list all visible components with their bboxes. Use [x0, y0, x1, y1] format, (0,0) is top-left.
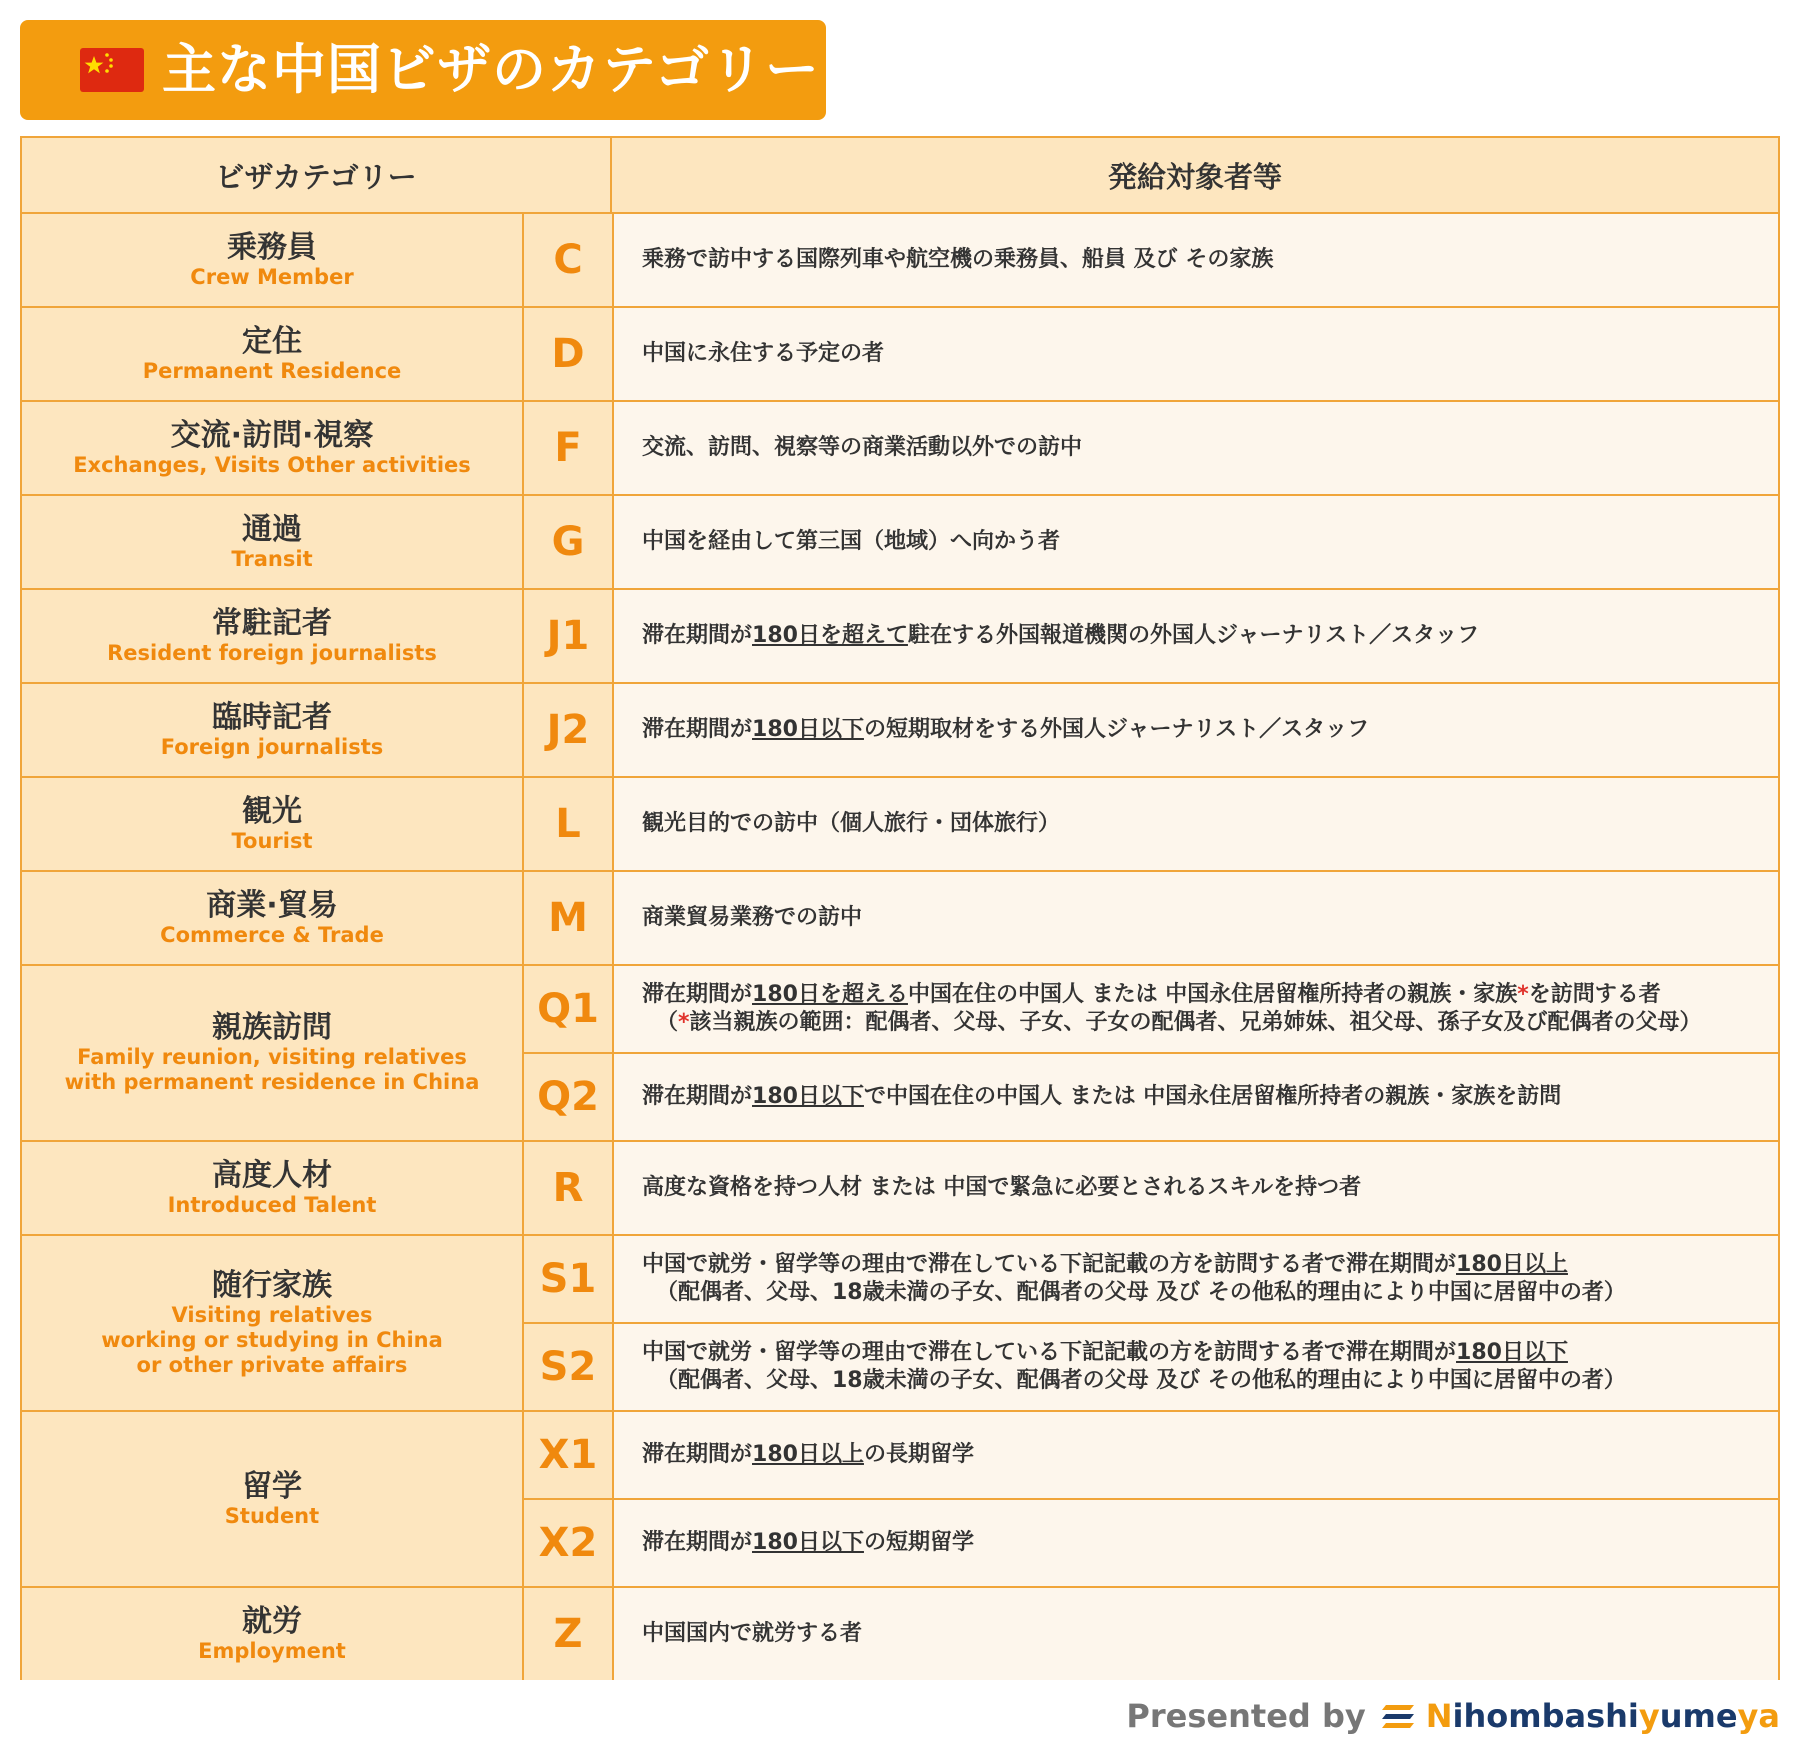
- category-cell: [22, 966, 522, 1140]
- eligibility-description: [614, 1412, 1778, 1498]
- description-text: を訪問する者: [1528, 982, 1661, 1007]
- category-name-ja: 親族訪問: [212, 1010, 332, 1045]
- header-eligible: 発給対象者等: [612, 138, 1778, 212]
- category-name-ja: 定住: [242, 323, 302, 359]
- description-text: 駐在する外国報道機関の外国人ジャーナリスト／スタッフ: [907, 623, 1480, 648]
- description-line: 中国国内で就労する者: [642, 1621, 863, 1646]
- description-text: 滞在期間が: [642, 623, 753, 648]
- category-name-ja: 就労: [242, 1603, 302, 1639]
- visa-code: Z: [524, 1588, 612, 1680]
- category-name-en: Crew Member: [190, 264, 354, 289]
- eligibility-description: [614, 966, 1778, 1052]
- description-note: [642, 1367, 1778, 1395]
- eligibility-description: [614, 778, 1778, 870]
- description-text: の短期留学: [863, 1530, 974, 1555]
- duration-highlight: 180日を超える: [752, 982, 908, 1007]
- duration-highlight: 180日以下: [752, 1530, 864, 1555]
- description-line: 観光目的での訪中（個人旅行・団体旅行）: [642, 811, 1061, 836]
- description-text: 中国在住の中国人 または 中国永住居留権所持者の親族・家族: [907, 982, 1518, 1007]
- eligibility-description: [614, 402, 1778, 494]
- category-cell: [22, 1412, 522, 1586]
- description-text: の長期留学: [863, 1442, 974, 1467]
- footer-credit: [1126, 1696, 1780, 1736]
- category-cell: [22, 402, 522, 494]
- eligibility-description: [614, 1142, 1778, 1234]
- description-line: [642, 622, 1778, 650]
- description-line: [642, 1083, 1778, 1111]
- category-name-ja: 通過: [242, 511, 302, 547]
- category-name-en: Commerce & Trade: [160, 922, 384, 947]
- visa-code: Q1: [524, 966, 612, 1052]
- visa-code: S1: [524, 1236, 612, 1322]
- visa-code: D: [524, 308, 612, 400]
- visa-code: J2: [524, 684, 612, 776]
- category-cell: [22, 872, 522, 964]
- visa-table: [20, 136, 1780, 1680]
- note-bracket: （: [656, 1010, 679, 1035]
- visa-code: C: [524, 214, 612, 306]
- eligibility-description: [614, 590, 1778, 682]
- description-line: 中国を経由して第三国（地域）へ向かう者: [642, 529, 1061, 554]
- category-name-ja: 商業·貿易: [206, 887, 338, 923]
- eligibility-description: [614, 1054, 1778, 1140]
- category-name-en: Foreign journalists: [160, 734, 384, 759]
- description-text: 滞在期間が: [642, 1084, 753, 1109]
- category-cell: [22, 1588, 522, 1680]
- description-line: 乗務で訪中する国際列車や航空機の乗務員、船員 及び その家族: [642, 247, 1274, 272]
- description-text: 滞在期間が: [642, 1530, 753, 1555]
- brand-logo-icon: [1380, 1701, 1416, 1731]
- description-line: [642, 1529, 1778, 1557]
- visa-code: R: [524, 1142, 612, 1234]
- description-line: [642, 1251, 1778, 1279]
- description-text: で中国在住の中国人 または 中国永住居留権所持者の親族・家族を訪問: [863, 1084, 1562, 1109]
- visa-code: J1: [524, 590, 612, 682]
- category-name-en: Introduced Talent: [167, 1192, 377, 1217]
- visa-code: M: [524, 872, 612, 964]
- description-note: [642, 1009, 1778, 1037]
- description-text: 滞在期間が: [642, 982, 753, 1007]
- category-name-ja: 乗務員: [227, 229, 317, 265]
- eligibility-description: [614, 684, 1778, 776]
- eligibility-description: [614, 872, 1778, 964]
- category-name-en: Employment: [198, 1638, 346, 1663]
- category-name-en: Exchanges, Visits Other activities: [73, 452, 471, 477]
- description-text: 中国で就労・留学等の理由で滞在している下記記載の方を訪問する者で滞在期間が: [642, 1252, 1457, 1277]
- description-line: 高度な資格を持つ人材 または 中国で緊急に必要とされるスキルを持つ者: [642, 1175, 1362, 1200]
- eligibility-description: [614, 1324, 1778, 1410]
- visa-code: F: [524, 402, 612, 494]
- description-text: 滞在期間が: [642, 1442, 753, 1467]
- eligibility-description: [614, 1588, 1778, 1680]
- duration-highlight: 180日以下: [1456, 1340, 1568, 1365]
- note-text: （配偶者、父母、18歳未満の子女、配偶者の父母 及び その他私的理由により中国に居留中の者）: [656, 1368, 1626, 1393]
- duration-highlight: 180日以下: [752, 717, 864, 742]
- page-title: 主な中国ビザのカテゴリー: [162, 38, 820, 101]
- category-name-ja: 留学: [242, 1468, 302, 1504]
- category-name-ja: 臨時記者: [212, 699, 332, 735]
- category-name-ja: 高度人材: [212, 1157, 332, 1193]
- description-line: [642, 1441, 1778, 1469]
- visa-code: S2: [524, 1324, 612, 1410]
- note-text: 該当親族の範囲：配偶者、父母、子女、子女の配偶者、兄弟姉妹、祖父母、孫子女及び配偶者の父母）: [689, 1010, 1702, 1035]
- description-text: の短期取材をする外国人ジャーナリスト／スタッフ: [863, 717, 1370, 742]
- visa-code: G: [524, 496, 612, 588]
- eligibility-description: [614, 214, 1778, 306]
- china-flag-icon: [80, 48, 144, 92]
- category-name-en: Permanent Residence: [142, 358, 402, 383]
- header-category: ビザカテゴリー: [22, 138, 612, 212]
- category-name-en: Student: [224, 1503, 320, 1528]
- category-name-en: Visiting relatives working or studying in China or other private affairs: [101, 1302, 443, 1377]
- description-line: [642, 716, 1778, 744]
- description-note: [642, 1279, 1778, 1307]
- visa-code: L: [524, 778, 612, 870]
- description-line: [642, 1339, 1778, 1367]
- description-text: 滞在期間が: [642, 717, 753, 742]
- category-name-ja: 随行家族: [212, 1267, 332, 1303]
- description-line: 中国に永住する予定の者: [642, 341, 885, 366]
- eligibility-description: [614, 308, 1778, 400]
- description-line: [642, 981, 1778, 1009]
- title-banner: [20, 20, 826, 120]
- note-text: （配偶者、父母、18歳未満の子女、配偶者の父母 及び その他私的理由により中国に居留中の者）: [656, 1280, 1626, 1305]
- duration-highlight: 180日を超えて: [752, 623, 908, 648]
- category-name-ja: 常駐記者: [212, 605, 332, 641]
- visa-code: X1: [524, 1412, 612, 1498]
- brand-name: Nihombashiyumeya: [1425, 1697, 1780, 1735]
- category-cell: [22, 214, 522, 306]
- visa-code: X2: [524, 1500, 612, 1586]
- description-text: 中国で就労・留学等の理由で滞在している下記記載の方を訪問する者で滞在期間が: [642, 1340, 1457, 1365]
- category-cell: [22, 496, 522, 588]
- asterisk-mark: *: [1517, 982, 1529, 1007]
- presented-by-label: Presented by: [1126, 1697, 1366, 1735]
- category-name-en: Transit: [231, 546, 313, 571]
- eligibility-description: [614, 496, 1778, 588]
- description-line: 交流、訪問、視察等の商業活動以外での訪中: [642, 435, 1083, 460]
- category-cell: [22, 684, 522, 776]
- category-cell: [22, 1236, 522, 1410]
- category-name-en: Resident foreign journalists: [107, 640, 437, 665]
- category-name-en: Family reunion, visiting relatives with permanent residence in China: [64, 1045, 480, 1094]
- category-name-en: Tourist: [231, 828, 313, 853]
- duration-highlight: 180日以下: [752, 1084, 864, 1109]
- category-cell: [22, 778, 522, 870]
- category-name-ja: 観光: [242, 793, 302, 829]
- description-line: 商業貿易業務での訪中: [642, 905, 863, 930]
- eligibility-description: [614, 1500, 1778, 1586]
- eligibility-description: [614, 1236, 1778, 1322]
- duration-highlight: 180日以上: [752, 1442, 864, 1467]
- category-name-ja: 交流·訪問·視察: [170, 417, 374, 453]
- category-cell: [22, 590, 522, 682]
- visa-code: Q2: [524, 1054, 612, 1140]
- category-cell: [22, 308, 522, 400]
- category-cell: [22, 1142, 522, 1234]
- duration-highlight: 180日以上: [1456, 1252, 1568, 1277]
- asterisk-mark: *: [678, 1010, 690, 1035]
